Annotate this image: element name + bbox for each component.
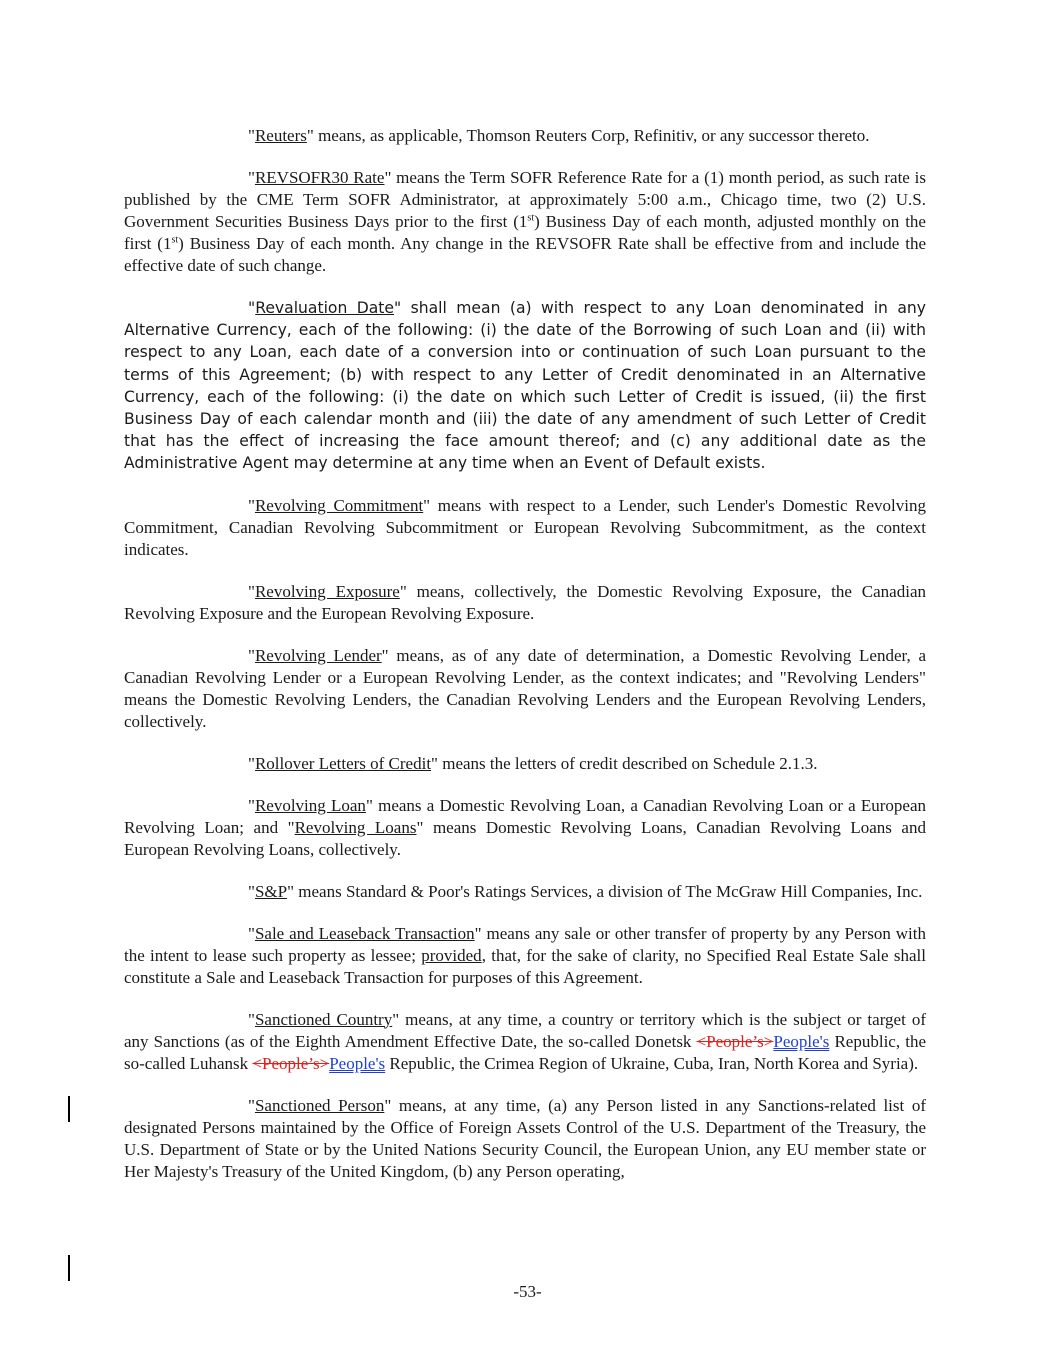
defined-term: Rollover Letters of Credit: [254, 753, 432, 773]
deleted-text: <People’s>: [696, 1031, 774, 1051]
definition-revaluation-date: "Revaluation Date" shall mean (a) with respect to any Loan denominated in any Alternative Currency, each of the following: (i) the date of the Borrowing of such Loan and (ii) with respect to any Loan, each date of a conversion into or continuation of such Loan pursuant to the terms of this Agreement; (b) with respect to any Letter of Credit denominated in an Alternative Currency, each of the following: (i) the date on which such Letter of Credit is issued, (ii) the first Business Day of each calendar month and (iii) the date of any amendment of such Letter of Credit that has the effect of increasing the face amount thereof; and (c) any additional date as the Administrative Agent may determine at any time when an Event of Default exists.: [124, 299, 926, 473]
defined-term: Revaluation Date: [255, 299, 395, 317]
definition-revolving-lender: "Revolving Lender" means, as of any date of determination, a Domestic Revolving Lender, a Canadian Revolving Lender or a European Revolving Lender, as the context indicates; and "Revolving Lenders" means the Domestic Revolving Lenders, the Canadian Revolving Lenders and the European Revolving Lenders, collectively.: [124, 645, 927, 731]
defined-term: Revolving Commitment: [254, 495, 424, 515]
change-bar: [68, 1096, 70, 1122]
defined-term: Sanctioned Country: [254, 1009, 393, 1029]
change-bar: [68, 1255, 70, 1281]
defined-term: Revolving Loans: [294, 817, 417, 837]
definition-sanctioned-country: "Sanctioned Country" means, at any time, a country or territory which is the subject or target of any Sanctions (as of the Eighth Amendment Effective Date, the so-called Donetsk <People’s>People's Republic, the so-called Luhansk <People’s>People's Republic, the Crimea Region of Ukraine, Cuba, Iran, North Korea and Syria).: [124, 1009, 926, 1073]
deleted-text: <People’s>: [252, 1053, 330, 1073]
inserted-text: People's: [329, 1053, 386, 1073]
defined-term: Revolving Exposure: [254, 581, 400, 601]
definition-reuters: "Reuters" means, as applicable, Thomson Reuters Corp, Refinitiv, or any successor thereto.: [248, 126, 870, 145]
defined-term: Revolving Loan: [254, 795, 366, 815]
provided-emphasis: provided: [421, 945, 482, 965]
definition-sanctioned-person: "Sanctioned Person" means, at any time, (a) any Person listed in any Sanctions-related list of designated Persons maintained by the Office of Foreign Assets Control of the U.S. Department of the Treasury, the U.S. Department of State or by the United Nations Security Council, the European Union, any EU member state or Her Majesty's Treasury of the United Kingdom, (b) any Person operating,: [124, 1095, 926, 1181]
defined-term: S&P: [254, 881, 288, 901]
defined-term: Reuters: [254, 126, 307, 145]
defined-term: Sanctioned Person: [254, 1095, 385, 1115]
definition-revsofr30-rate: "REVSOFR30 Rate" means the Term SOFR Reference Rate for a (1) month period, as such rate is published by the CME Term SOFR Administrator, at approximately 5:00 a.m., Chicago time, two (2) U.S. Government Securities Business Days prior to the first (1st) Business Day of each month, adjusted monthly on the first (1st) Business Day of each month. Any change in the REVSOFR Rate shall be effective from and include the effective date of such change.: [124, 168, 926, 275]
defined-term: Revolving Lender: [254, 645, 382, 665]
definition-revolving-commitment: "Revolving Commitment" means with respect to a Lender, such Lender's Domestic Revolving Commitment, Canadian Revolving Subcommitment or European Revolving Subcommitment, as the context indicates.: [124, 495, 926, 559]
definition-revolving-exposure: "Revolving Exposure" means, collectively, the Domestic Revolving Exposure, the Canadian Revolving Exposure and the European Revolving Exposure.: [124, 581, 926, 623]
definition-sale-and-leaseback: "Sale and Leaseback Transaction" means any sale or other transfer of property by any Person with the intent to lease such property as lessee; provided, that, for the sake of clarity, no Specified Real Estate Sale shall constitute a Sale and Leaseback Transaction for purposes of this Agreement.: [124, 923, 926, 987]
definition-rollover-letters-of-credit: "Rollover Letters of Credit" means the letters of credit described on Schedule 2.1.3.: [248, 753, 818, 773]
definition-sp: "S&P" means Standard & Poor's Ratings Services, a division of The McGraw Hill Companies, Inc.: [248, 881, 923, 901]
page-number: -53-: [513, 1282, 542, 1301]
inserted-text: People's: [773, 1031, 830, 1051]
document-body: [124, 125, 926, 1203]
defined-term: REVSOFR30 Rate: [254, 168, 385, 187]
defined-term: Sale and Leaseback Transaction: [254, 923, 475, 943]
definition-revolving-loan: "Revolving Loan" means a Domestic Revolving Loan, a Canadian Revolving Loan or a European Revolving Loan; and "Revolving Loans" means Domestic Revolving Loans, Canadian Revolving Loans and European Revolving Loans, collectively.: [124, 795, 926, 859]
